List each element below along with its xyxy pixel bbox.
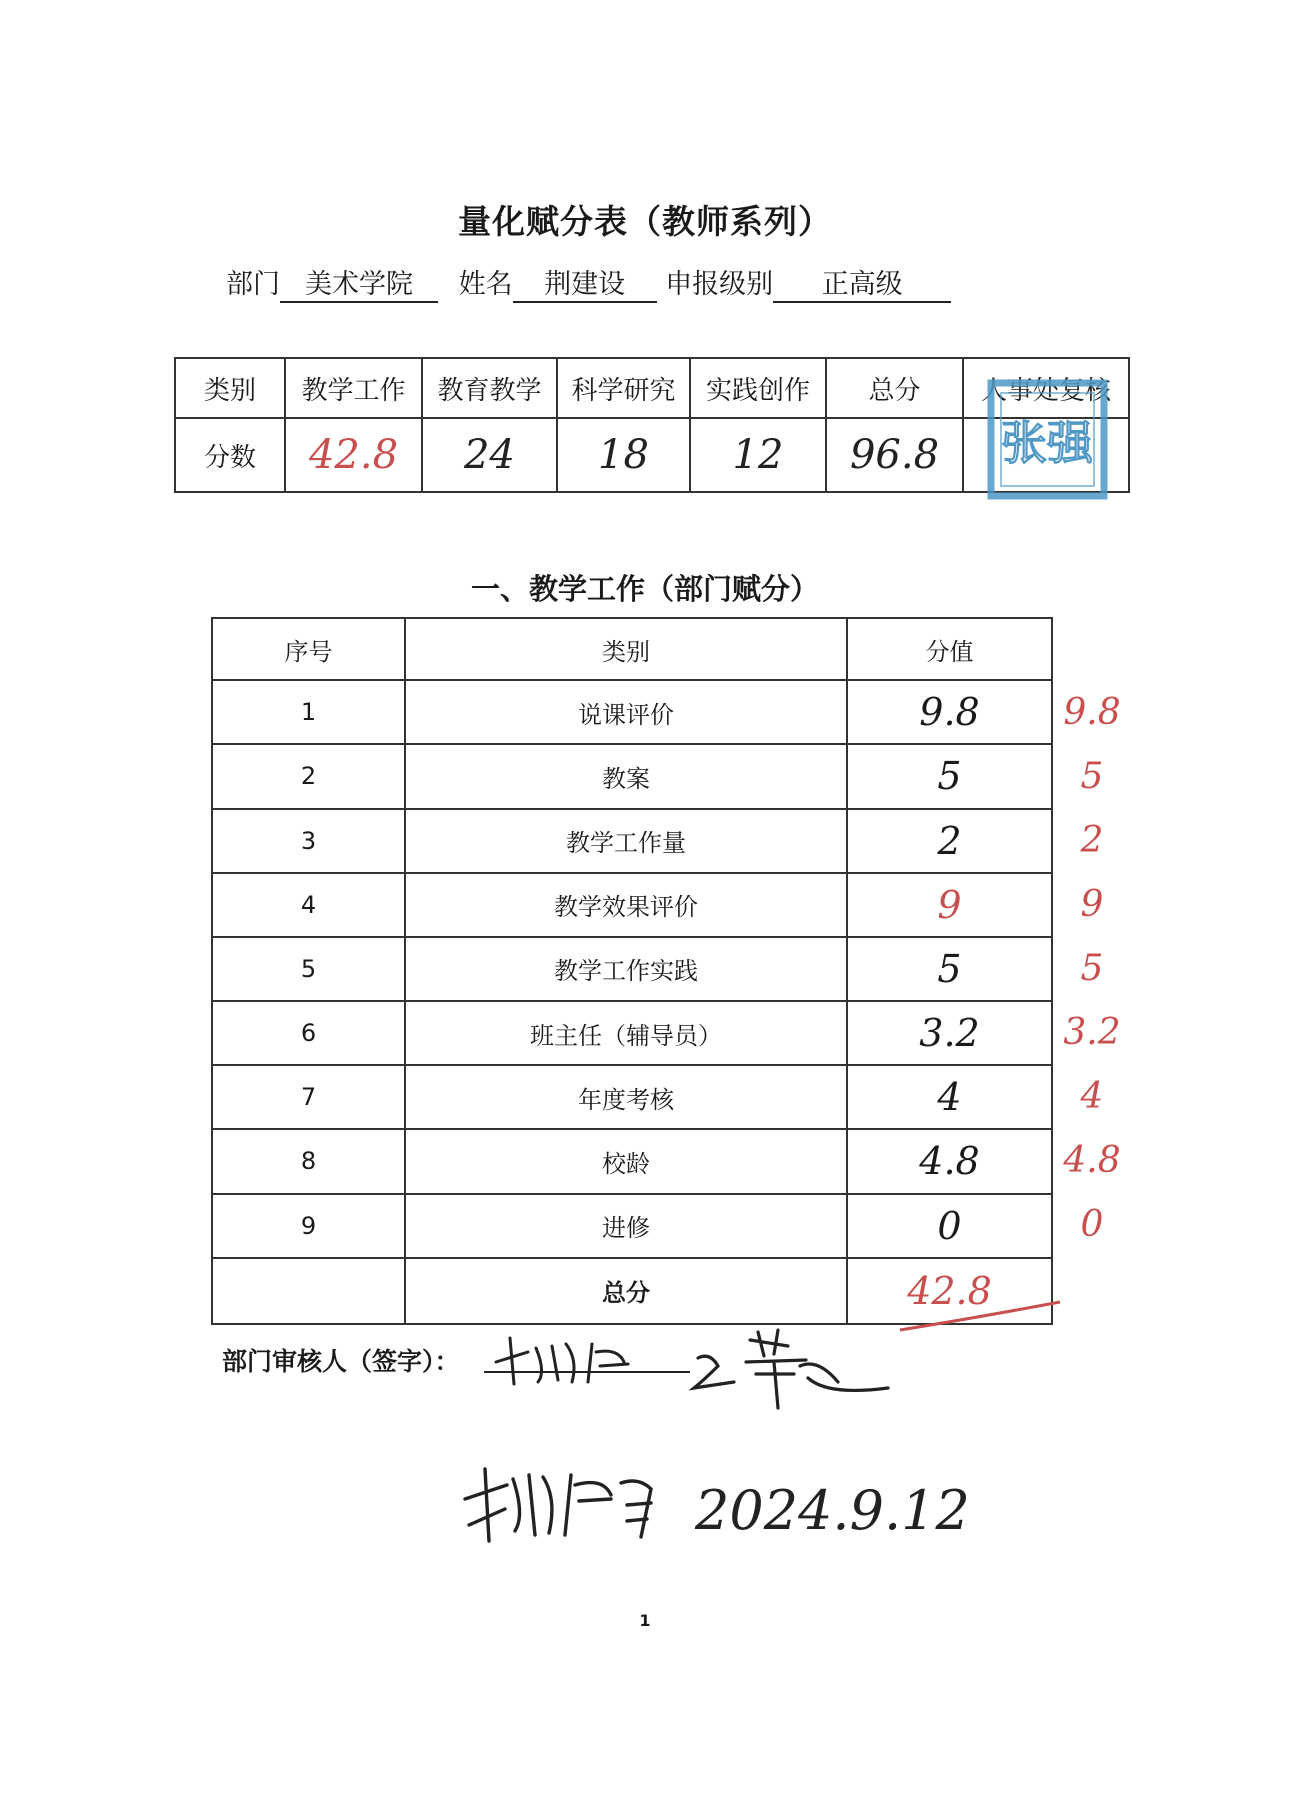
score-teaching: 42.8 (285, 418, 422, 492)
row-category: 教案 (405, 744, 847, 808)
handwritten-signature-date (455, 1455, 995, 1565)
total-label: 总分 (405, 1258, 847, 1324)
table-row (212, 1001, 1052, 1065)
row-value: 4 (847, 1065, 1052, 1129)
row-value: 0 (847, 1194, 1052, 1258)
reviewer-signature (488, 1322, 908, 1412)
table-row (212, 937, 1052, 1001)
dept-value: 美术学院 (280, 262, 438, 303)
recheck-value: 9 (1080, 884, 1104, 925)
row-category: 教学工作量 (405, 809, 847, 873)
row-number: 9 (212, 1194, 405, 1258)
form-meta (226, 262, 951, 303)
detail-header-cell: 序号 (212, 618, 405, 680)
level-value: 正高级 (773, 262, 951, 303)
section-title: 一、教学工作（部门赋分） (470, 572, 819, 606)
name-label: 姓名 (458, 269, 513, 300)
row-number: 2 (212, 744, 405, 808)
row-category: 说课评价 (405, 680, 847, 744)
detail-header-cell: 分值 (847, 618, 1052, 680)
recheck-value: 4.8 (1063, 1140, 1121, 1181)
summary-header-cell: 总分 (826, 358, 963, 418)
summary-header-cell: 类别 (175, 358, 285, 418)
row-value: 2 (847, 809, 1052, 873)
table-row (212, 1129, 1052, 1193)
row-value: 3.2 (847, 1001, 1052, 1065)
recheck-value: 9.8 (1063, 692, 1121, 733)
reviewer-label: 部门审核人（签字）： (222, 1347, 460, 1376)
row-category: 教学效果评价 (405, 873, 847, 937)
row-value: 4.8 (847, 1129, 1052, 1193)
recheck-value: 5 (1080, 948, 1104, 989)
row-number: 8 (212, 1129, 405, 1193)
recheck-value: 3.2 (1063, 1012, 1121, 1053)
score-education: 24 (422, 418, 557, 492)
total-empty-cell (212, 1258, 405, 1324)
recheck-value: 2 (1080, 820, 1104, 861)
row-category: 进修 (405, 1194, 847, 1258)
handwritten-date: 2024.9.12 (695, 1479, 970, 1542)
score-research: 18 (557, 418, 690, 492)
summary-header-cell: 实践创作 (690, 358, 826, 418)
recheck-value: 0 (1080, 1204, 1104, 1245)
row-number: 5 (212, 937, 405, 1001)
name-value: 荆建设 (513, 262, 657, 303)
score-practice: 12 (690, 418, 826, 492)
summary-header-cell: 教学工作 (285, 358, 422, 418)
row-value: 9 (847, 873, 1052, 937)
recheck-column (1052, 681, 1132, 1257)
row-number: 1 (212, 680, 405, 744)
row-category: 年度考核 (405, 1065, 847, 1129)
table-row (212, 809, 1052, 873)
summary-header-cell: 科学研究 (557, 358, 690, 418)
total-value: 42.8 (847, 1258, 1052, 1324)
recheck-value: 4 (1080, 1076, 1104, 1117)
row-number: 6 (212, 1001, 405, 1065)
table-row (212, 744, 1052, 808)
row-category: 班主任（辅导员） (405, 1001, 847, 1065)
summary-row-label: 分数 (175, 418, 285, 492)
row-number: 4 (212, 873, 405, 937)
row-value: 9.8 (847, 680, 1052, 744)
summary-header-cell: 人事处复核 (963, 358, 1129, 418)
page-number: 1 (639, 1611, 651, 1630)
detail-header-row (212, 618, 1052, 680)
table-row (212, 680, 1052, 744)
seal-text: 张强 (1001, 416, 1093, 470)
table-row (212, 1065, 1052, 1129)
row-value: 5 (847, 937, 1052, 1001)
row-category: 校龄 (405, 1129, 847, 1193)
table-row (212, 873, 1052, 937)
row-category: 教学工作实践 (405, 937, 847, 1001)
detail-table (211, 617, 1053, 1325)
recheck-value: 5 (1080, 756, 1104, 797)
level-label: 申报级别 (665, 269, 774, 300)
summary-header-cell: 教育教学 (422, 358, 557, 418)
row-value: 5 (847, 744, 1052, 808)
dept-label: 部门 (226, 269, 280, 300)
row-number: 3 (212, 809, 405, 873)
form-title: 量化赋分表（教师系列） (458, 202, 832, 241)
total-underline-stroke (895, 1290, 1065, 1340)
reviewer-seal (985, 377, 1110, 502)
table-row (212, 1194, 1052, 1258)
score-total: 96.8 (826, 418, 963, 492)
row-number: 7 (212, 1065, 405, 1129)
detail-header-cell: 类别 (405, 618, 847, 680)
